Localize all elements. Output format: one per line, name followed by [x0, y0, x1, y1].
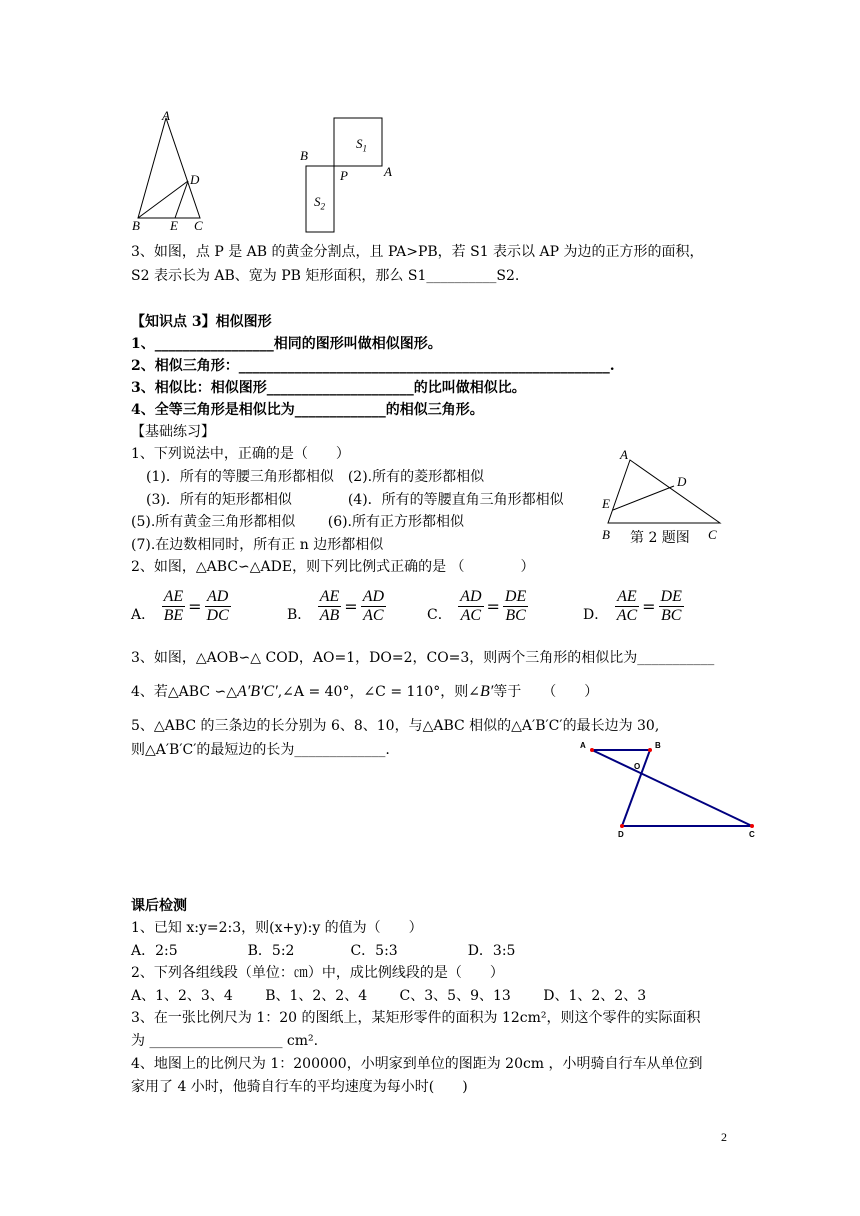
fig1-label-a: A — [162, 108, 170, 123]
fig2-s1-sub: 1 — [362, 143, 367, 154]
exercise-2-option-d[interactable] — [583, 588, 684, 625]
after-item-3-line-2: 为 ___________________ cm². — [131, 1033, 319, 1049]
fig1-label-b: B — [132, 218, 140, 233]
fig4-label-d: D — [618, 830, 624, 839]
exercise-1-option-line-1: (1)．所有的等腰三角形都相似 (2).所有的菱形都相似 — [146, 469, 485, 485]
symbol-a-b-c-prime: A′B′C′ — [237, 683, 278, 700]
after-item-2-options: A、1、2、3、4 B、1、2、2、4 C、3、5、9、13 D、1、2、2、3 — [131, 988, 647, 1004]
numerator: DE — [660, 588, 682, 605]
fig1-label-e: E — [170, 218, 178, 233]
exercise-4-part-a: 4、若△ABC ∽△ — [131, 684, 237, 700]
after-item-4-line-2: 家用了 4 小时，他骑自行车的平均速度为每小时( ) — [131, 1079, 468, 1095]
fraction-de-bc — [503, 588, 528, 625]
kp3-item-3: 3、相似比：相似图形_____________________的比叫做相似比。 — [131, 380, 526, 396]
kp3-item-4: 4、全等三角形是相似比为_____________的相似三角形。 — [131, 402, 484, 418]
exercise-1-option-line-3: (5).所有黄金三角形都相似 (6).所有正方形都相似 — [131, 514, 465, 530]
exercise-4-part-b: ,∠A = 40°，∠C = 110°，则∠ — [277, 684, 480, 700]
fig2-label-a: A — [384, 164, 392, 179]
figure-aob-cod — [580, 740, 760, 840]
denominator: AC — [616, 607, 638, 624]
exercise-4 — [131, 682, 598, 702]
denominator: BC — [660, 607, 682, 624]
denominator: AB — [319, 607, 340, 624]
fig4-label-a: A — [580, 741, 586, 750]
numerator: AE — [163, 588, 184, 605]
numerator: DE — [504, 588, 527, 605]
exercise-1-option-line-4: (7).在边数相同时，所有正 n 边形都相似 — [131, 537, 384, 553]
fraction-ad-dc — [205, 588, 231, 625]
fig3-caption: 第 2 题图 — [630, 530, 690, 546]
exercise-2-option-c[interactable] — [427, 588, 528, 625]
question-3-line-2: S2 表示长为 AB、宽为 PB 矩形面积，那么 S1__________S2. — [131, 268, 520, 284]
fig3-label-c: C — [708, 527, 717, 542]
numerator: AE — [615, 588, 639, 607]
option-d-letter: D． — [583, 606, 609, 623]
fraction-ad-ac — [361, 588, 386, 625]
fraction-ae-ac — [615, 588, 639, 625]
fraction-ae-be — [162, 588, 186, 625]
fraction-ad-ac — [458, 588, 483, 625]
figure-triangle-abc — [128, 108, 208, 234]
fraction-ae-ab — [318, 588, 342, 625]
exercise-2-option-b[interactable] — [287, 588, 386, 625]
exercise-4-part-c: 等于 （ ） — [493, 684, 599, 700]
after-class-test-title: 课后检测 — [131, 898, 187, 914]
fig2-s2-letter: S — [314, 194, 321, 209]
kp3-item-2: 2、相似三角形：_____________________________________________________. — [131, 358, 615, 374]
fig2-label-p: P — [340, 168, 348, 183]
page-number: 2 — [721, 1130, 727, 1144]
fig1-label-c: C — [194, 218, 203, 233]
after-item-1: 1、已知 x:y=2:3，则(x+y):y 的值为（ ） — [131, 920, 423, 936]
fig2-label-s1 — [356, 136, 367, 154]
numerator: AD — [460, 588, 482, 605]
numerator: AD — [362, 588, 385, 605]
fig1-label-d: D — [190, 172, 200, 187]
option-a-letter: A． — [131, 606, 156, 623]
fig3-label-e: E — [602, 496, 610, 511]
equals-sign: = — [344, 597, 358, 616]
after-item-4-line-1: 4、地图上的比例尺为 1：200000，小明家到单位的图距为 20cm ，小明骑自行车从单位到 — [131, 1056, 703, 1072]
numerator: AE — [319, 588, 340, 605]
equals-sign: = — [486, 597, 500, 616]
fig2-s1-letter: S — [356, 136, 363, 151]
equals-sign: = — [642, 597, 656, 616]
symbol-b-prime: B′ — [479, 683, 494, 700]
fig2-s2-sub: 2 — [320, 201, 325, 212]
equals-sign: = — [188, 597, 202, 616]
exercise-3: 3、如图，△AOB∽△ COD，AO=1，DO=2，CO=3，则两个三角形的相似比为___________ — [131, 650, 715, 666]
fraction-de-bc — [659, 588, 684, 625]
fig2-label-b: B — [300, 148, 308, 163]
exercise-1-stem: 1、下列说法中，正确的是（ ） — [131, 446, 350, 462]
fig3-label-b: B — [602, 527, 610, 542]
kp3-item-1: 1、_________________相同的图形叫做相似图形。 — [131, 336, 442, 352]
denominator: DC — [206, 607, 229, 624]
question-3-line-1: 3、如图，点 P 是 AB 的黄金分割点，且 PA>PB，若 S1 表示以 AP 为边的正方形的面积， — [131, 244, 704, 260]
fig3-label-a: A — [620, 447, 628, 462]
denominator: BC — [505, 607, 526, 624]
exercise-2-stem: 2、如图，△ABC∽△ADE，则下列比例式正确的是 （ ） — [131, 559, 535, 575]
basic-practice-title: 【基础练习】 — [131, 424, 215, 440]
after-item-2: 2、下列各组线段（单位：㎝）中，成比例线段的是（ ） — [131, 965, 504, 981]
knowledge-point-3-title: 【知识点 3】相似图形 — [131, 314, 272, 330]
denominator: AC — [460, 607, 482, 624]
after-item-1-options: A．2:5 B．5:2 C．5:3 D．3:5 — [131, 943, 516, 959]
exercise-5-line-1: 5、△ABC 的三条边的长分别为 6、8、10，与△ABC 相似的△A′B′C′的最长边为 30, — [131, 718, 660, 734]
fig2-label-s2 — [314, 194, 325, 212]
fig4-label-c: C — [749, 830, 755, 839]
fig3-label-d: D — [677, 474, 687, 489]
exercise-1-option-line-2: (3)．所有的矩形都相似 (4)．所有的等腰直角三角形都相似 — [146, 492, 564, 508]
denominator: BE — [163, 607, 184, 624]
denominator: AC — [363, 607, 384, 624]
after-item-3-line-1: 3、在一张比例尺为 1：20 的图纸上，某矩形零件的面积为 12cm²，则这个零件的实际面积 — [131, 1010, 701, 1026]
exercise-5-line-2: 则△A′B′C′的最短边的长为_____________. — [131, 742, 390, 758]
fig4-label-o: O — [634, 762, 641, 771]
exercise-2-option-a[interactable] — [131, 588, 231, 625]
option-c-letter: C． — [427, 606, 452, 623]
numerator: AD — [205, 588, 231, 607]
fig4-label-b: B — [655, 741, 661, 750]
option-b-letter: B． — [287, 606, 312, 623]
